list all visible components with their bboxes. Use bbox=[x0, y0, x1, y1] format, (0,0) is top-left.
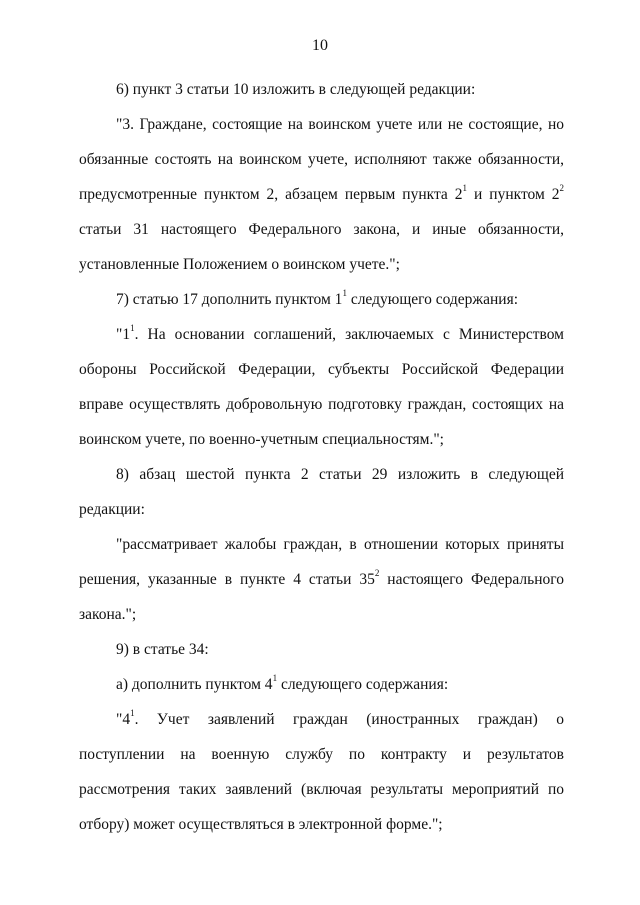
paragraph-item-8: 8) абзац шестой пункта 2 статьи 29 изложить в следующей редакции: bbox=[79, 466, 564, 518]
paragraph-item-7: 7) статью 17 дополнить пунктом $1^1$ следующего содержания: bbox=[116, 287, 519, 308]
paragraph-item-9: 9) в статье 34: bbox=[116, 641, 209, 658]
page-number: 10 bbox=[312, 37, 328, 54]
paragraph-quote-article-10: "3. Граждане, состоящие на воинском учете или не состоящие, но обязанные состоять на воинском учете, исполняют также обязанности, предусмотренные пунктом 2, абзацем первым пункта $2^1$ и пунктом $2^2$ статьи 31 настоящего Федерального закона, и иные обязанности, установленные Положением о воинском учете."; bbox=[79, 116, 565, 273]
paragraph-quote-article-17: "$1^1$. На основании соглашений, заключаемых с Министерством обороны Российской Федерации, субъекты Российской Федерации вправе осуществлять добровольную подготовку граждан, состоящих на воинском учете, по военно-учетным специальностям."; bbox=[79, 322, 564, 448]
paragraph-quote-article-29: "рассматривает жалобы граждан, в отношении которых приняты решения, указанные в пункте 4 статьи $35^2$ настоящего Федерального закона."; bbox=[79, 536, 564, 623]
paragraph-quote-article-34: "$4^1$. Учет заявлений граждан (иностранных граждан) о поступлении на военную службу по контракту и результатов рассмотрения таких заявлений (включая результаты мероприятий по отбору) может осуществляться в электронной форме."; bbox=[79, 707, 564, 833]
paragraph-item-6: 6) пункт 3 статьи 10 изложить в следующей редакции: bbox=[116, 81, 476, 98]
paragraph-item-9a: а) дополнить пунктом $4^1$ следующего содержания: bbox=[116, 672, 449, 693]
document-body bbox=[79, 72, 564, 842]
